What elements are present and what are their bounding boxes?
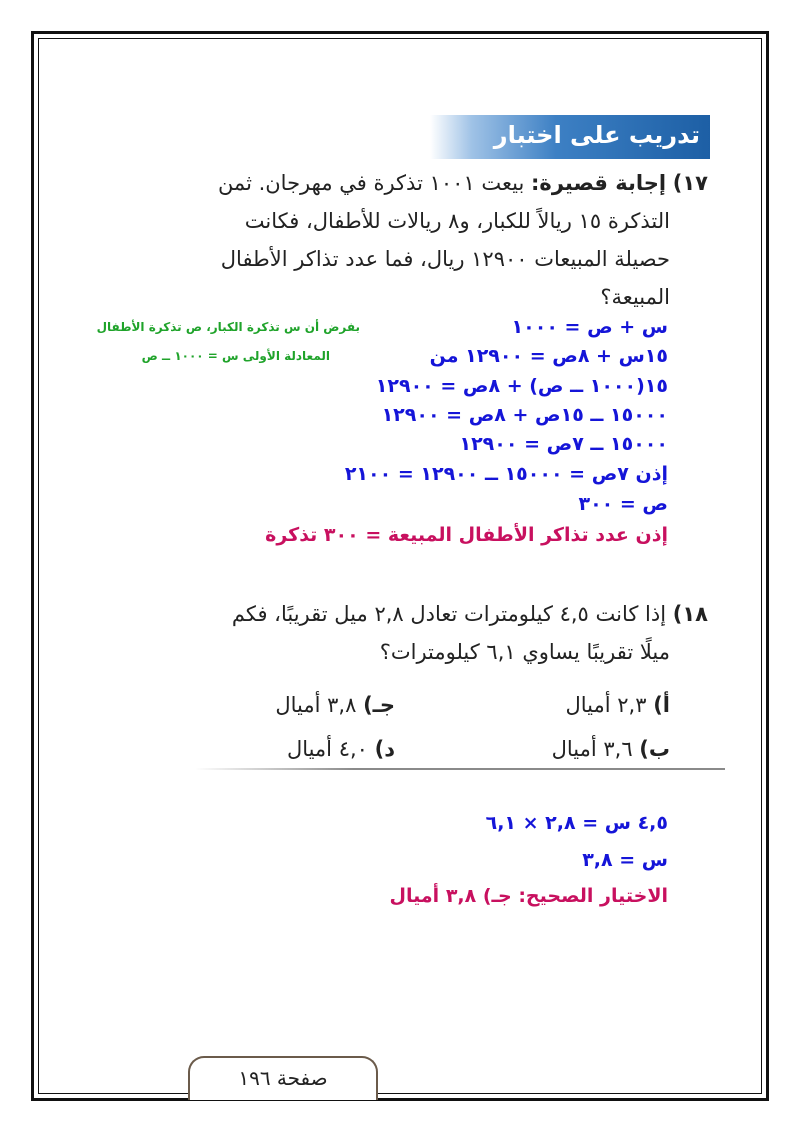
option-d-text: ٤,٠ أميال <box>286 737 368 761</box>
page-number-box <box>188 1056 378 1100</box>
solution17-answer: إذن عدد تذاكر الأطفال المبيعة = ٣٠٠ تذكرة <box>265 524 668 546</box>
option-b-text: ٣,٦ أميال <box>551 737 633 761</box>
q17-text-1: بيعت ١٠٠١ تذكرة في مهرجان. ثمن <box>217 171 525 195</box>
solution17-step6: إذن ٧ص = ١٥٠٠٠ ــ ١٢٩٠٠ = ٢١٠٠ <box>344 463 668 485</box>
option-d-label: د) <box>374 737 395 761</box>
solution17-step7: ص = ٣٠٠ <box>578 493 668 515</box>
page-border-inner <box>38 38 762 1094</box>
option-a <box>566 693 670 717</box>
solution17-step4: ١٥٠٠٠ ــ ١٥ص + ٨ص = ١٢٩٠٠ <box>381 404 668 426</box>
q18-text-1: إذا كانت ٤,٥ كيلومترات تعادل ٢,٨ ميل تقريبًا، فكم <box>231 602 667 626</box>
q18-line1 <box>232 602 708 626</box>
option-a-label: أ) <box>653 693 670 717</box>
q17-line2: التذكرة ١٥ ريالاً للكبار، و٨ ريالات للأطفال، فكانت <box>244 209 670 233</box>
solution18-step1: ٤,٥ س = ٢,٨ × ٦,١ <box>485 812 668 834</box>
q18-line2: ميلًا تقريبًا يساوي ٦,١ كيلومترات؟ <box>379 640 670 664</box>
q18-number: ١٨) <box>672 602 708 626</box>
option-b <box>552 737 670 761</box>
divider <box>195 768 725 770</box>
solution17-note2: المعادلة الأولى س = ١٠٠٠ ــ ص <box>141 349 330 363</box>
section-title-banner <box>430 115 710 159</box>
page-number: صفحة ١٩٦ <box>238 1066 328 1090</box>
solution17-step2: ١٥س + ٨ص = ١٢٩٠٠ من <box>429 345 668 367</box>
option-a-text: ٢,٣ أميال <box>565 693 647 717</box>
q17-line3: حصيلة المبيعات ١٢٩٠٠ ريال، فما عدد تذاكر الأطفال <box>220 247 670 271</box>
solution18-step2: س = ٣,٨ <box>582 849 668 871</box>
solution17-step3: ١٥(١٠٠٠ ــ ص) + ٨ص = ١٢٩٠٠ <box>375 375 668 397</box>
solution17-note1: بفرض أن س تذكرة الكبار، ص تذكرة الأطفال <box>96 320 360 334</box>
option-c <box>275 693 395 717</box>
solution18-answer: الاختيار الصحيح: جـ) ٣,٨ أميال <box>389 885 668 907</box>
section-title: تدريب على اختبار <box>493 121 700 149</box>
q17-number: ١٧) <box>672 171 708 195</box>
q17-line1 <box>218 171 708 195</box>
option-c-text: ٣,٨ أميال <box>275 693 357 717</box>
solution17-step5: ١٥٠٠٠ ــ ٧ص = ١٢٩٠٠ <box>459 433 668 455</box>
solution17-step1: س + ص = ١٠٠٠ <box>511 316 668 338</box>
option-b-label: ب) <box>639 737 670 761</box>
q17-line4: المبيعة؟ <box>600 285 670 309</box>
q17-label: إجابة قصيرة: <box>531 171 667 195</box>
option-d <box>287 737 395 761</box>
option-c-label: جـ) <box>363 693 395 717</box>
